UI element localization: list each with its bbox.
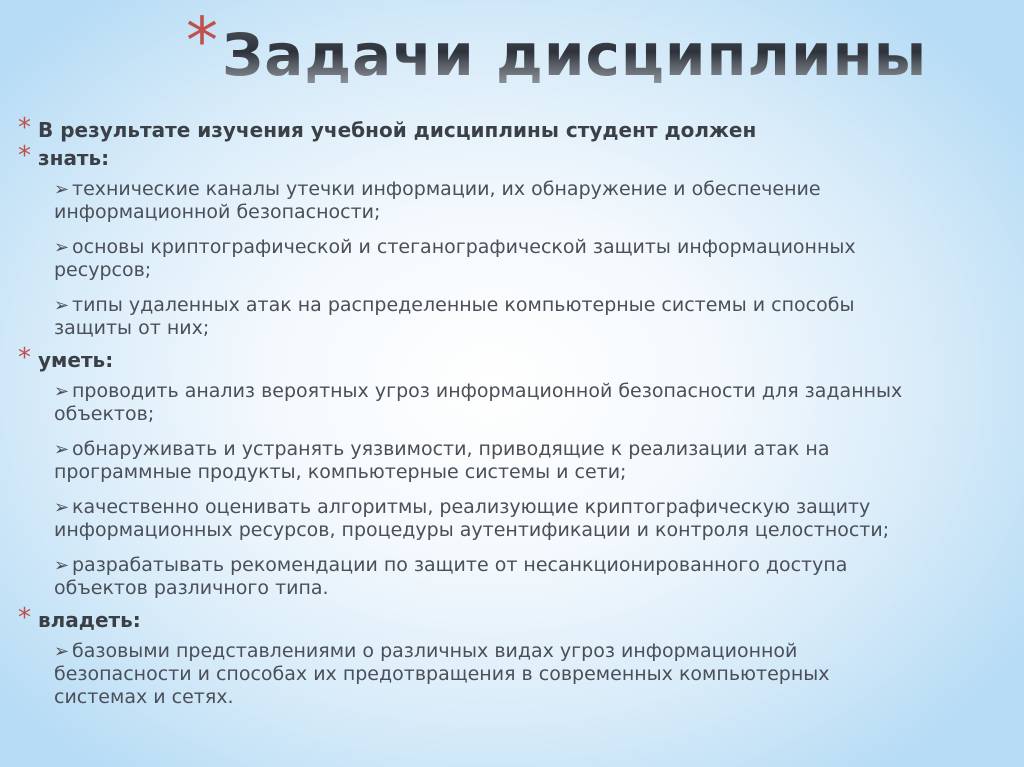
can-item-text bbox=[54, 496, 1018, 542]
own-item-text bbox=[54, 640, 1018, 709]
arrow-bullet-icon: ➢ bbox=[54, 179, 70, 200]
title-asterisk-icon: * bbox=[186, 5, 218, 79]
own-item-line: базовыми представлениями о различных видах угроз информационной bbox=[72, 640, 798, 662]
asterisk-icon: * bbox=[18, 603, 31, 633]
asterisk-icon: * bbox=[18, 343, 31, 373]
bullet-own bbox=[18, 603, 1018, 634]
arrow-bullet-icon: ➢ bbox=[54, 497, 70, 518]
know-item-line: информационной безопасности; bbox=[54, 201, 381, 223]
can-item-line: объектов; bbox=[54, 403, 155, 425]
can-item-line: разрабатывать рекомендации по защите от несанкционированного доступа bbox=[72, 554, 848, 576]
know-item bbox=[54, 294, 1018, 340]
can-item-line: объектов различного типа. bbox=[54, 577, 329, 599]
own-item-line: безопасности и способах их предотвращения в современных компьютерных bbox=[54, 663, 830, 685]
can-item bbox=[54, 496, 1018, 542]
know-item bbox=[54, 236, 1018, 282]
arrow-bullet-icon: ➢ bbox=[54, 381, 70, 402]
bullet-know-text: знать: bbox=[38, 146, 110, 170]
can-item-text bbox=[54, 380, 1018, 426]
bullet-can bbox=[18, 343, 1018, 374]
can-item bbox=[54, 438, 1018, 484]
own-item bbox=[54, 640, 1018, 709]
can-item-line: обнаруживать и устранять уязвимости, приводящие к реализации атак на bbox=[72, 438, 830, 460]
asterisk-icon: * bbox=[18, 113, 31, 143]
title-block bbox=[186, 4, 927, 94]
asterisk-icon: * bbox=[18, 141, 31, 171]
page-title: Задачи дисциплины bbox=[222, 21, 928, 89]
bullet-intro-text: В результате изучения учебной дисциплины студент должен bbox=[38, 118, 757, 142]
know-item-line: ресурсов; bbox=[54, 259, 152, 281]
can-item-line: программные продукты, компьютерные системы и сети; bbox=[54, 461, 627, 483]
bullet-intro bbox=[18, 113, 1018, 144]
can-item bbox=[54, 380, 1018, 426]
arrow-bullet-icon: ➢ bbox=[54, 641, 70, 662]
slide-content bbox=[18, 113, 1018, 709]
know-item-line: защиты от них; bbox=[54, 317, 210, 339]
can-item bbox=[54, 554, 1018, 600]
bullet-own-text: владеть: bbox=[38, 608, 141, 632]
know-item-line: типы удаленных атак на распределенные компьютерные системы и способы bbox=[72, 294, 855, 316]
can-item-text bbox=[54, 438, 1018, 484]
bullet-know bbox=[18, 141, 1018, 172]
can-item-line: проводить анализ вероятных угроз информационной безопасности для заданных bbox=[72, 380, 903, 402]
arrow-bullet-icon: ➢ bbox=[54, 555, 70, 576]
know-item-line: основы криптографической и стеганографической защиты информационных bbox=[72, 236, 856, 258]
know-item-line: технические каналы утечки информации, их обнаружение и обеспечение bbox=[72, 178, 821, 200]
know-item-text bbox=[54, 294, 1018, 340]
own-item-line: системах и сетях. bbox=[54, 686, 234, 708]
arrow-bullet-icon: ➢ bbox=[54, 439, 70, 460]
arrow-bullet-icon: ➢ bbox=[54, 237, 70, 258]
know-item-text bbox=[54, 178, 1018, 224]
can-item-text bbox=[54, 554, 1018, 600]
know-item bbox=[54, 178, 1018, 224]
arrow-bullet-icon: ➢ bbox=[54, 295, 70, 316]
know-item-text bbox=[54, 236, 1018, 282]
can-item-line: информационных ресурсов, процедуры аутентификации и контроля целостности; bbox=[54, 519, 890, 541]
can-item-line: качественно оценивать алгоритмы, реализующие криптографическую защиту bbox=[72, 496, 871, 518]
bullet-can-text: уметь: bbox=[38, 348, 114, 372]
